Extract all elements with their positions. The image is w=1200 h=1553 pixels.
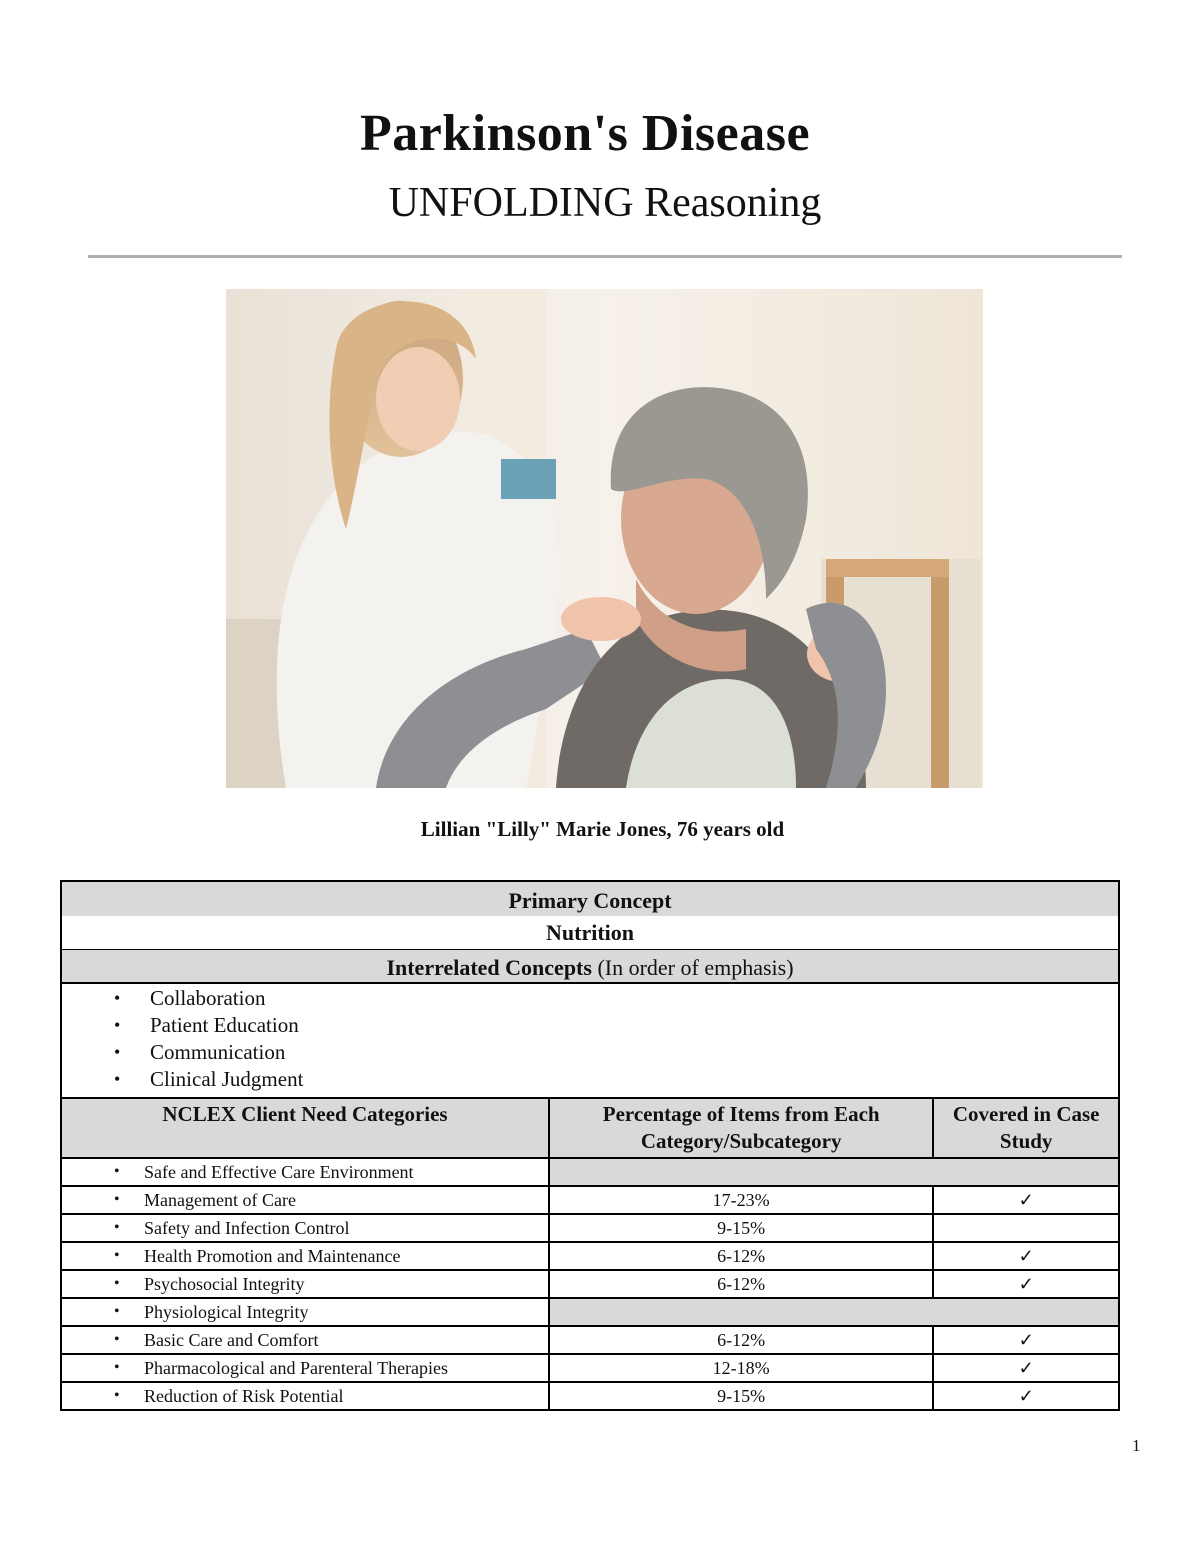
interrelated-concepts-list-box bbox=[60, 983, 1120, 1099]
percentage-cell: 6-12% bbox=[549, 1242, 933, 1270]
table-row bbox=[61, 1270, 1119, 1298]
table-row bbox=[61, 1242, 1119, 1270]
covered-checkmark: ✓ bbox=[933, 1270, 1119, 1298]
covered-checkmark: ✓ bbox=[933, 1354, 1119, 1382]
page-number: 1 bbox=[1132, 1436, 1141, 1455]
column-header-covered: Covered in Case Study bbox=[933, 1098, 1119, 1158]
percentage-cell: 17-23% bbox=[549, 1186, 933, 1214]
category-cell: • Basic Care and Comfort bbox=[61, 1326, 549, 1354]
category-cell: • Physiological Integrity bbox=[61, 1298, 549, 1326]
covered-checkmark: ✓ bbox=[933, 1186, 1119, 1214]
interrelated-concepts-label: Interrelated Concepts bbox=[386, 955, 592, 980]
column-header-percentage: Percentage of Items from Each Category/Subcategory bbox=[549, 1098, 933, 1158]
interrelated-concepts-note: (In order of emphasis) bbox=[597, 955, 794, 980]
primary-concept-header: Primary Concept bbox=[60, 880, 1120, 918]
primary-concept-value: Nutrition bbox=[60, 916, 1120, 951]
covered-checkmark: ✓ bbox=[933, 1326, 1119, 1354]
table-row bbox=[61, 1186, 1119, 1214]
column-header-category: NCLEX Client Need Categories bbox=[61, 1098, 549, 1158]
table-row bbox=[61, 1354, 1119, 1382]
table-row bbox=[61, 1326, 1119, 1354]
shaded-cell bbox=[549, 1298, 1119, 1326]
category-cell: • Pharmacological and Parenteral Therapies bbox=[61, 1354, 549, 1382]
table-row bbox=[61, 1382, 1119, 1410]
patient-caption: Lillian "Lilly" Marie Jones, 76 years old bbox=[420, 817, 785, 841]
table-row bbox=[61, 1158, 1119, 1186]
percentage-cell: 6-12% bbox=[549, 1326, 933, 1354]
covered-checkmark: ✓ bbox=[933, 1242, 1119, 1270]
category-cell: • Reduction of Risk Potential bbox=[61, 1382, 549, 1410]
nurse-patient-photo bbox=[226, 289, 983, 788]
shaded-cell bbox=[549, 1158, 1119, 1186]
percentage-cell: 6-12% bbox=[549, 1270, 933, 1298]
page-title: Parkinson's Disease bbox=[359, 105, 811, 162]
list-item: • Patient Education bbox=[62, 1012, 303, 1039]
category-cell: • Psychosocial Integrity bbox=[61, 1270, 549, 1298]
table-row bbox=[61, 1214, 1119, 1242]
covered-checkmark bbox=[933, 1214, 1119, 1242]
page-subtitle: UNFOLDING Reasoning bbox=[388, 180, 822, 226]
category-cell: • Health Promotion and Maintenance bbox=[61, 1242, 549, 1270]
list-item: • Communication bbox=[62, 1039, 303, 1066]
list-item: • Collaboration bbox=[62, 985, 303, 1012]
interrelated-concepts-header bbox=[60, 950, 1120, 984]
category-cell: • Safety and Infection Control bbox=[61, 1214, 549, 1242]
covered-checkmark: ✓ bbox=[933, 1382, 1119, 1410]
percentage-cell: 12-18% bbox=[549, 1354, 933, 1382]
table-row bbox=[61, 1298, 1119, 1326]
table-header-row bbox=[61, 1098, 1119, 1158]
list-item: • Clinical Judgment bbox=[62, 1066, 303, 1093]
category-cell: • Management of Care bbox=[61, 1186, 549, 1214]
category-cell: • Safe and Effective Care Environment bbox=[61, 1158, 549, 1186]
percentage-cell: 9-15% bbox=[549, 1382, 933, 1410]
percentage-cell: 9-15% bbox=[549, 1214, 933, 1242]
nclex-categories-table bbox=[60, 1097, 1120, 1411]
interrelated-concepts-list bbox=[62, 985, 303, 1093]
title-divider bbox=[88, 255, 1122, 258]
